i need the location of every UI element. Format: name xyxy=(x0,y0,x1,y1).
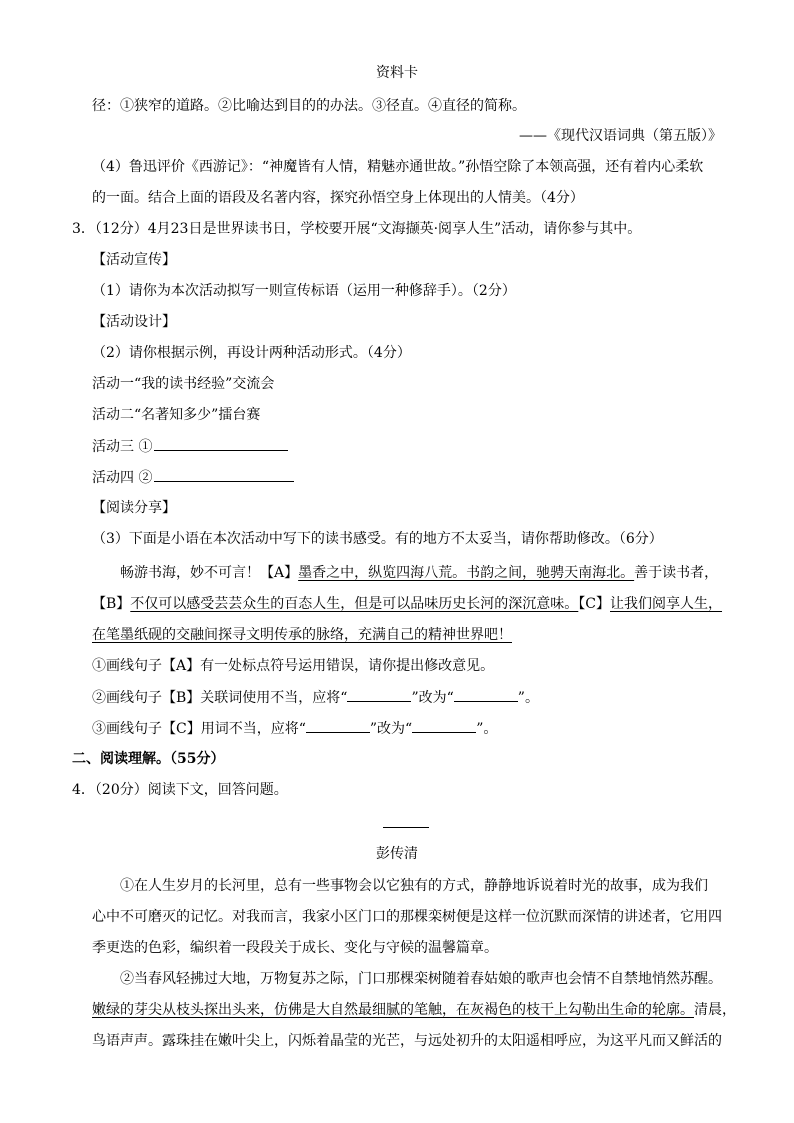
passage-line-b xyxy=(92,594,722,614)
sub-question-2 xyxy=(92,687,539,708)
activity-3-label: 活动三 ① xyxy=(92,439,153,455)
card-source: ——《现代汉语词典（第五版）》 xyxy=(519,128,722,144)
card-definition: 径：①狭窄的道路。②比喻达到目的的办法。③径直。④直径的简称。 xyxy=(92,98,526,114)
question-4-line-1: （4）鲁迅评价《西游记》：“神魔皆有人情，精魅亦通世故。”孙悟空除了本领高强，还有着内心柔软 xyxy=(92,159,704,175)
activity-4 xyxy=(92,467,294,488)
paragraph-1-line-2: 心中不可磨灭的记忆。对我而言，我家小区门口的那棵栾树便是这样一位沉默而深情的讲述者，它用四 xyxy=(92,909,722,925)
question-3-stem: 3．（12分）4月23日是世界读书日，学校要开展“文海撷英·阅享人生”活动，请你参与其中。 xyxy=(72,221,642,237)
question-4-stem: 4．（20分）阅读下文，回答问题。 xyxy=(72,782,288,798)
section-2-heading: 二、阅读理解。（55分） xyxy=(72,751,225,767)
sub-question-2-text-a: ②画线句子【B】关联词使用不当，应将“ xyxy=(92,690,348,706)
section-activity-promo: 【活动宣传】 xyxy=(92,252,176,268)
sub-question-3-text-b: ”改为“ xyxy=(369,721,413,737)
sentence-b-underlined: 不仅可以感受芸芸众生的百态人生，但是可以品味历史长河的深沉意味。 xyxy=(130,596,579,612)
sentence-b-mark: 【B】 xyxy=(92,596,131,612)
question-4-line-2: 的一面。结合上面的语段及名著内容，探究孙悟空身上体现出的人情美。（4分） xyxy=(92,190,584,206)
section-reading-share: 【阅读分享】 xyxy=(92,500,176,516)
sub-question-3 xyxy=(92,718,497,739)
card-title: 资料卡 xyxy=(376,65,418,81)
paragraph-1-line-3: 季更迭的色彩，编织着一段段关于成长、变化与守候的温馨篇章。 xyxy=(92,940,498,956)
sentence-a-mark: 畅游书海，妙不可言！【A】 xyxy=(120,565,299,581)
question-3-2: （2）请你根据示例，再设计两种活动形式。（4分） xyxy=(92,345,411,361)
section-activity-design: 【活动设计】 xyxy=(92,314,176,330)
activity-2: 活动二“名著知多少”擂台赛 xyxy=(92,407,261,423)
sub-question-2-blank-1[interactable] xyxy=(347,687,411,702)
paragraph-2-underlined-sentence: 嫩绿的芽尖从枝头探出头来，仿佛是大自然最细腻的笔触，在灰褐色的枝干上勾勒出生命的轮廓。 xyxy=(92,1002,694,1018)
sentence-a-tail: 善于读书者， xyxy=(634,565,719,581)
activity-1: 活动一“我的读书经验”交流会 xyxy=(92,376,275,392)
passage-line-a xyxy=(120,563,718,583)
sub-question-3-text-a: ③画线句子【C】用词不当，应将“ xyxy=(92,721,306,737)
paragraph-1-line-1: ①在人生岁月的长河里，总有一些事物会以它独有的方式，静静地诉说着时光的故事，成为我们 xyxy=(120,878,708,894)
question-3-1: （1）请你为本次活动拟写一则宣传标语（运用一种修辞手）。（2分） xyxy=(92,283,516,299)
paragraph-2-line-2-tail: 清晨， xyxy=(694,1002,736,1018)
author-name: 彭传清 xyxy=(376,846,418,862)
sub-question-3-blank-1[interactable] xyxy=(306,718,370,733)
passage-line-c xyxy=(92,625,512,645)
sub-question-1: ①画线句子【A】有一处标点符号运用错误，请你提出修改意见。 xyxy=(92,658,495,674)
activity-3 xyxy=(92,436,288,457)
sub-question-3-blank-2[interactable] xyxy=(412,718,476,733)
sub-question-2-blank-2[interactable] xyxy=(454,687,518,702)
paragraph-2-line-3: 鸟语声声。露珠挂在嫩叶尖上，闪烁着晶莹的光芒，与远处初升的太阳遥相呼应，为这平凡而又鲜活的 xyxy=(92,1033,722,1049)
question-3-3: （3）下面是小语在本次活动中写下的读书感受。有的地方不太妥当，请你帮助修改。（6分） xyxy=(92,531,663,547)
activity-4-answer-blank[interactable] xyxy=(154,467,294,482)
sub-question-3-text-c: ”。 xyxy=(476,721,498,737)
sub-question-2-text-c: ”。 xyxy=(517,690,539,706)
activity-3-answer-blank[interactable] xyxy=(154,436,288,451)
sentence-a-underlined: 墨香之中，纵览四海八荒。书韵之间，驰骋天南海北。 xyxy=(298,565,635,581)
sentence-c-underlined-start: 让我们阅享人生， xyxy=(610,596,723,612)
title-blank-line xyxy=(383,827,429,828)
activity-4-label: 活动四 ② xyxy=(92,470,153,486)
paragraph-2-line-1: ②当春风轻拂过大地，万物复苏之际，门口那棵栾树随着春姑娘的歌声也会情不自禁地悄然苏醒。 xyxy=(120,971,722,987)
sub-question-2-text-b: ”改为“ xyxy=(411,690,454,706)
sentence-c-mark: 【C】 xyxy=(578,596,611,612)
paragraph-2-line-2 xyxy=(92,1000,736,1020)
sentence-c-underlined-end: 在笔墨纸砚的交融间探寻文明传承的脉络，充满自己的精神世界吧！ xyxy=(92,627,512,643)
